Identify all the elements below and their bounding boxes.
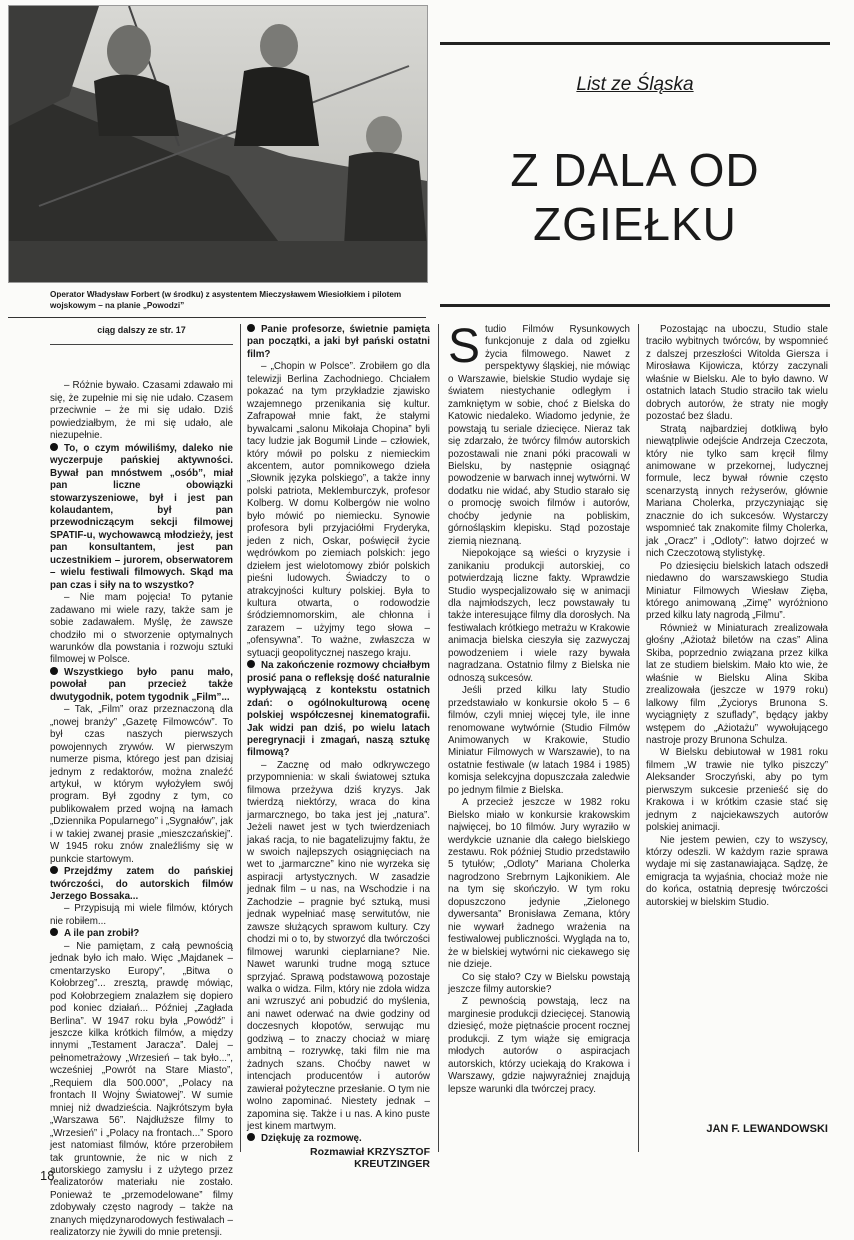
interview-question <box>247 660 430 760</box>
paragraph-text: Co się stało? Czy w Bielsku powstają jeszcze filmy autorskie? <box>448 971 630 996</box>
continued-note: ciąg dalszy ze str. 17 <box>97 325 186 335</box>
article-paragraph <box>646 324 828 424</box>
interview-question <box>50 443 233 592</box>
paragraph-text: Po dziesięciu bielskich latach odszedł niedawno do warszawskiego Studia Miniatur Filmowych Wiesław Zięba, którego animowaną „Zimę” wyróżniono przed kilku laty nagrodą „Filmu”. <box>646 560 828 622</box>
paragraph-text: Nie jestem pewien, czy to wszyscy, którzy odeszli. W każdym razie sprawa wydaje mi się zastanawiająca. Sądzę, że emigracja ta wyjaśnia, chociaż może nie do końca, ostatnią depresję twórczości autorskiej w bielskim Studio. <box>646 834 828 908</box>
interview-answer <box>247 361 430 660</box>
kicker-text: List ze Śląska <box>576 74 694 95</box>
film-set-photo <box>8 5 428 283</box>
paragraph-text: Jeśli przed kilku laty Studio przedstawiało w konkursie około 5 – 6 filmów, czyli mniej więcej tyle, ile inne renomowane wytwórnie (Studio Filmów Animowanych w Krakowie, Studio Miniatur Filmowych w Warszawie), to na ostatnie festiwale (w latach 1984 i 1985) komisja selekcyjna dopuszczała zaledwie po jednym filmie z Bielska. <box>448 685 630 796</box>
article-paragraph <box>448 320 630 548</box>
interview-question <box>247 324 430 361</box>
interview-answer <box>50 380 233 442</box>
bullet-icon <box>247 1133 255 1141</box>
header-rule-top <box>440 42 830 45</box>
bullet-icon <box>50 866 58 874</box>
bullet-icon <box>50 667 58 675</box>
paragraph-text: – Nie mam pojęcia! To pytanie zadawano mi wiele razy, także sam je sobie zadawałem. Myślę, że zawsze chodziło mi o stworzenie optymalnych warunków dla powstania i rozwoju sztuki filmowej w Polsce. <box>50 592 233 666</box>
paragraph-text: – Różnie bywało. Czasami zdawało mi się, że zupełnie mi się nie udało. Czasem przeciwnie – że mi się udało. Dziś powiedziałbym, że mi się udało, ale niezupełnie. <box>50 380 233 442</box>
paragraph-text: Przejdźmy zatem do pańskiej twórczości, do autorskich filmów Jerzego Bossaka... <box>50 866 233 903</box>
paragraph-text: – Przypisują mi wiele filmów, których nie robiłem... <box>50 903 233 927</box>
article-paragraph <box>448 797 630 971</box>
column-divider <box>438 324 439 1152</box>
section-kicker <box>440 74 830 96</box>
paragraph-text: tudio Filmów Rysunkowych funkcjonuje z dala od zgiełku życia filmowego. Nawet z perspektywy śląskiej, nie mówiąc o Warszawie, bielskie Studio wydaje się światem niestychanie odległym i zamkniętym w sobie, choć z Bielska do Katowic niedaleko. Wiadomo jedynie, że powstają tu seriale dziecięce. Nieraz tak się zdarzało, że twórcy filmów autorskich pozostawali nie znani póki pracowali w Bielsku, by następnie osiągnąć powodzenie w barwach innej wytwórni. W dodatku nie widać, aby Studio starało się o promocję swoich filmów i autorów, choćby jedynie na pobliskim, górnośląskim klepisku. Stąd pozostaje ziemią nieznaną. <box>448 324 630 547</box>
interview-answer <box>50 941 233 1240</box>
paragraph-text: – Zacznę od mało odkrywczego przypomnienia: w skali światowej sztuka filmowa przeżywa dziś kryzys. Jak twierdzą niektórzy, wraca do kina jarmarcznego, bo taka jest jej „natura”. Jeżeli nawet jest w tych twierdzeniach jakaś racja, to nie bagatelizujmy faktu, że w swoich najlepszych osiągnięciach na wet to „jarmarczne” kino nie wyrzeka się aspiracji artystycznych. W zasadzie jednak film – u nas, na Wschodzie i na Zachodzie – pragnie być sztuką, musi jednak wypełniać masę serwitutów, nie zawsze służących sprawom kultury. Czy chodzi mi o to, by stworzyć dla twórczości filmowej warunki cieplarniane? Nie. Nawet warunki trudne mogą sztuce sprzyjać. Sprawą podstawową pozostaje walka o widza. Film, który nie zdoła widza ani wzruszyć ani pobudzić do myślenia, ani nawet oderwać na dwie godziny od doczesnych kłopotów, serwując mu godziwą – to znaczy chociaż w miarę ambitną – rozrywkę, taki film nie ma żadnych szans. Choćby nawet w intencjach producentów i autorów zawierał pożyteczne przesłanie. O tym nie wolno zapominać. Niestety jednak – zapomina się. Także i u nas. A kino puste jest kinem martwym. <box>247 759 430 1132</box>
paragraph-text: A przecież jeszcze w 1982 roku Bielsko miało w konkursie krakowskim najwięcej, bo 10 filmów. Jury wyraziło w werdykcie uznanie dla całego bielskiego zestawu. Rok później Studio przedstawiło 5 tytułów; „Odloty” Mariana Cholerka nagrodzono Srebrnym Lajkonikiem. Ale na tym się skończyło. W tym roku dopuszczono jedynie „Zielonego dywersanta” Bronisława Zemana, który nie wywarł żadnego wrażenia na festiwalowej publiczności. Wygląda na to, że w bielskiej wytwórni nic ciekawego się nie dzieje. <box>448 797 630 971</box>
column-divider <box>638 324 639 1152</box>
paragraph-text: Wszystkiego było panu mało, powołał pan przecież także dwutygodnik, potem tygodnik „Film”... <box>50 666 233 703</box>
column-divider <box>240 324 241 1152</box>
interview-question <box>50 928 233 940</box>
paragraph-text: – Nie pamiętam, z całą pewnością jednak było ich mało. Więc „Majdanek – cmentarzysko Europy”, „Bitwa o Kołobrzeg”... zresztą, prawdę mówiąc, pod Kołobrzegiem znalazłem się dopiero pod koniec działań... Później „Zagłada Berlina”. W 1947 roku była „Powódź” i jeszcze kilka krótkich filmów, a między innymi „Testament Jaracza”. Dalej – pełnometrażowy „Wrzesień – tak było...”, wcześniej „Powrót na Stare Miasto”, „Requiem dla 500.000”, „Polacy na frontach II Wojny Światowej”. W sumie mniej niż dwadzieścia. Najkrótszym była „Warszawa 56”. Najdłuższe filmy to „Wrzesień” i „Polacy na frontach...” Sporo jest natomiast filmów, które przerobiłem tak gruntownie, że nic w nich z autorskiego zamysłu i z użytego przez realizatorów materiału nie zostało. Ponieważ te „przemodelowane” filmy zdobywały często nagrody – także na znanych międzynarodowych festiwalach – realizatorzy nie żywili do mnie pretensji. <box>50 940 233 1239</box>
interview-answer <box>247 760 430 1134</box>
article-headline: Z DALA OD ZGIEŁKU <box>510 144 760 250</box>
interviewer-credit: Rozmawiał KRZYSZTOF KREUTZINGER <box>310 1145 430 1171</box>
paragraph-text: Stratą najbardziej dotkliwą było niewątpliwie odejście Andrzeja Czeczota, który nie tylko sam kręcił filmy animowane w przekornej, ludycznej formule, lecz bywał równie często scenarzystą innych reżyserów, głównie Mariana Cholerka, przyczyniając się znacznie do ich sukcesów. Wystarczy wspomnieć tak znakomite filmy Cholerka, jak „Oracz” i „Odloty”: łatwo dojrzeć w nich Czeczotową stylistykę. <box>646 423 828 560</box>
paragraph-text: Panie profesorze, świetnie pamięta pan początki, a jaki był pański ostatni film? <box>247 324 430 360</box>
interview-question <box>50 866 233 903</box>
interview-answer <box>50 903 233 928</box>
bullet-icon <box>50 443 58 451</box>
bullet-icon <box>247 324 255 332</box>
bullet-icon <box>247 660 255 668</box>
photo-caption: Operator Władysław Forbert (w środku) z asystentem Mieczysławem Wiesiołkiem i pilotem wojskowym – na planie „Powodzi” <box>50 290 402 310</box>
interview-question <box>247 1133 430 1145</box>
article-paragraph <box>646 424 828 561</box>
paragraph-text: – Tak, „Film” oraz przeznaczoną dla „nowej branży” „Gazetę Filmowców”. To był czas naszych pierwszych powojennych zrywów. W pierwszym numerze pisma, którego jest pan dzisiaj jednym z redaktorów, można znaleźć artykuł, w którym wyłożyłem swój program. Był zgodny z tym, co publikowałem przed wojną na łamach „Dziennika Popularnego” i „Sygnałów”, jak i w takiej zwanej prasie „mieszczańskiej”. W 1945 roku znów znaleźliśmy się w punkcie startowym. <box>50 704 233 865</box>
paragraph-text: A ile pan zrobił? <box>64 928 140 940</box>
article-column-2 <box>646 324 828 909</box>
article-paragraph <box>448 548 630 685</box>
drop-cap: S <box>448 320 481 373</box>
article-paragraph <box>646 561 828 623</box>
paragraph-text: Pozostając na uboczu, Studio stale traciło wybitnych twórców, by wspomnieć z dalszej przeszłości Witolda Giersza i Mirosława Kijowicza, którzy zaczynali właśnie w Bielsku. Ale to było dawno. W ostatnich latach Studio straciło tak wielu dobrych autorów, że straty nie mogły pozostać bez śladu. <box>646 324 828 423</box>
article-paragraph <box>646 623 828 748</box>
paragraph-text: Na zakończenie rozmowy chciałbym prosić pana o refleksję dość naturalnie wypływającą z kontekstu ostatnich zdań: o ogólnokulturową ocenę polskiej współczesnej kinematografii. Jak widzi pan dziś, po wielu latach peregrynacji i zmagań, naszą sztukę filmową? <box>247 660 430 759</box>
interview-answer <box>50 704 233 866</box>
article-paragraph <box>448 996 630 1096</box>
paragraph-text: Niepokojące są wieści o kryzysie i zanikaniu produkcji autorskiej, co potwierdzają liczne fakty. Wprawdzie Studio wyspecjalizowało się w animacji dla najmłodszych, lecz powstawały tu także interesujące filmy dla dorosłych. Na festiwalach krótkiego metrażu w Krakowie animacja bielska cieszyła się zazwyczaj powodzeniem i wiele razy bywała nagradzana. Ostatnio filmy z Bielska nie odnoszą sukcesów. <box>448 548 630 684</box>
interview-question <box>50 667 233 704</box>
caption-divider <box>8 317 426 318</box>
article-paragraph <box>448 972 630 997</box>
paragraph-text: W Bielsku debiutował w 1981 roku filmem „W trawie nie tylko piszczy” Aleksander Sroczyński, aby po tym pierwszym sukcesie przenieść się do Krakowa i w krótkim czasie stać się jednym z najciekawszych autorów polskiej animacji. <box>646 747 828 834</box>
paragraph-text: Z pewnością powstają, lecz na marginesie produkcji dziecięcej. Stanowią dziesięć, może piętnaście procent rocznej produkcji. Z tym wiąże się emigracja młodych autorów o aspiracjach autorskich, którzy uciekają do Krakowa i Warszawy, gdzie najwyraźniej znajdują lepsze warunki dla twórczej pracy. <box>448 996 630 1095</box>
article-paragraph <box>646 835 828 910</box>
article-column-1 <box>448 320 630 1096</box>
paragraph-text: Również w Miniaturach zrealizowała głośny „Ażiotaż biletów na czas” Alina Skiba, poprzednio związana przez kilka lat ze studiem bielskim. Mało kto wie, że właśnie w Bielsku Alina Skiba zrealizowała (jeszcze w 1979 roku) lalkowy film „Życiorys Brunona S. wyciągnięty z szuflady”, będący jakby wstępem do „Ażiotażu” wywołującego nastroje prozy Brunona Schulza. <box>646 622 828 746</box>
photo-illustration <box>9 6 427 282</box>
interview-answer <box>50 592 233 667</box>
paragraph-text: – „Chopin w Polsce”. Zrobiłem go dla telewizji Berlina Zachodniego. Chciałem pokazać na tym przykładzie zjawisko wzajemnego przenikania się kultur. Zafrapował mnie fakt, że stałymi bywalcami „salonu Mikołaja Chopina” byli tacy ludzie jak Bogumił Linde – człowiek, który mówił po polsku z niemieckim akcentem, autor pomnikowego dzieła „Słownik języka polskiego”, a także inny polski patriota, Meklemburczyk, profesor Kolberg. W domu Kolbergów nie wolno było mówić po niemiecku. Synowie profesora byli przyjaciółmi Fryderyka, jeden z nich, Oskar, poświęcił życie wędrówkom po ziemiach polskich: jego dziełem jest wielotomowy zbiór polskich pieśni ludowych. Świadczy to o atrakcyjności kultury polskiej. Była to kultura otwarta, o rodowodzie śródziemnomorskim, ale chłonna i zarazem – użyjmy tego słowa – „ofensywna”. To ważne, zwłaszcza w sytuacji geopolitycznej naszego kraju. <box>247 361 430 659</box>
bullet-icon <box>50 928 58 936</box>
article-paragraph <box>646 747 828 834</box>
interview-column-2 <box>247 324 430 1171</box>
article-paragraph <box>448 685 630 797</box>
header-rule-bottom <box>440 304 830 307</box>
article-author: JAN F. LEWANDOWSKI <box>706 1123 828 1135</box>
page-number: 18 <box>40 1168 55 1183</box>
interview-column-1 <box>50 324 233 1240</box>
paragraph-text: Dziękuję za rozmowę. <box>261 1133 362 1145</box>
paragraph-text: To, o czym mówiliśmy, daleko nie wyczerpuje pańskiej aktywności. Bywał pan mnóstwem „osób”, miał pan liczne obowiązki stowarzyszeniowe, był i jest pan kolaudantem, był pan przewodniczącym sekcji filmowej SPATIF-u, wychowawcą młodzieży, jest pan konsultantem, jest pan uczestnikiem – jurorem, obserwatorem – wielu festiwali filmowych. Skąd ma pan czas i siły na to wszystko? <box>50 442 233 591</box>
